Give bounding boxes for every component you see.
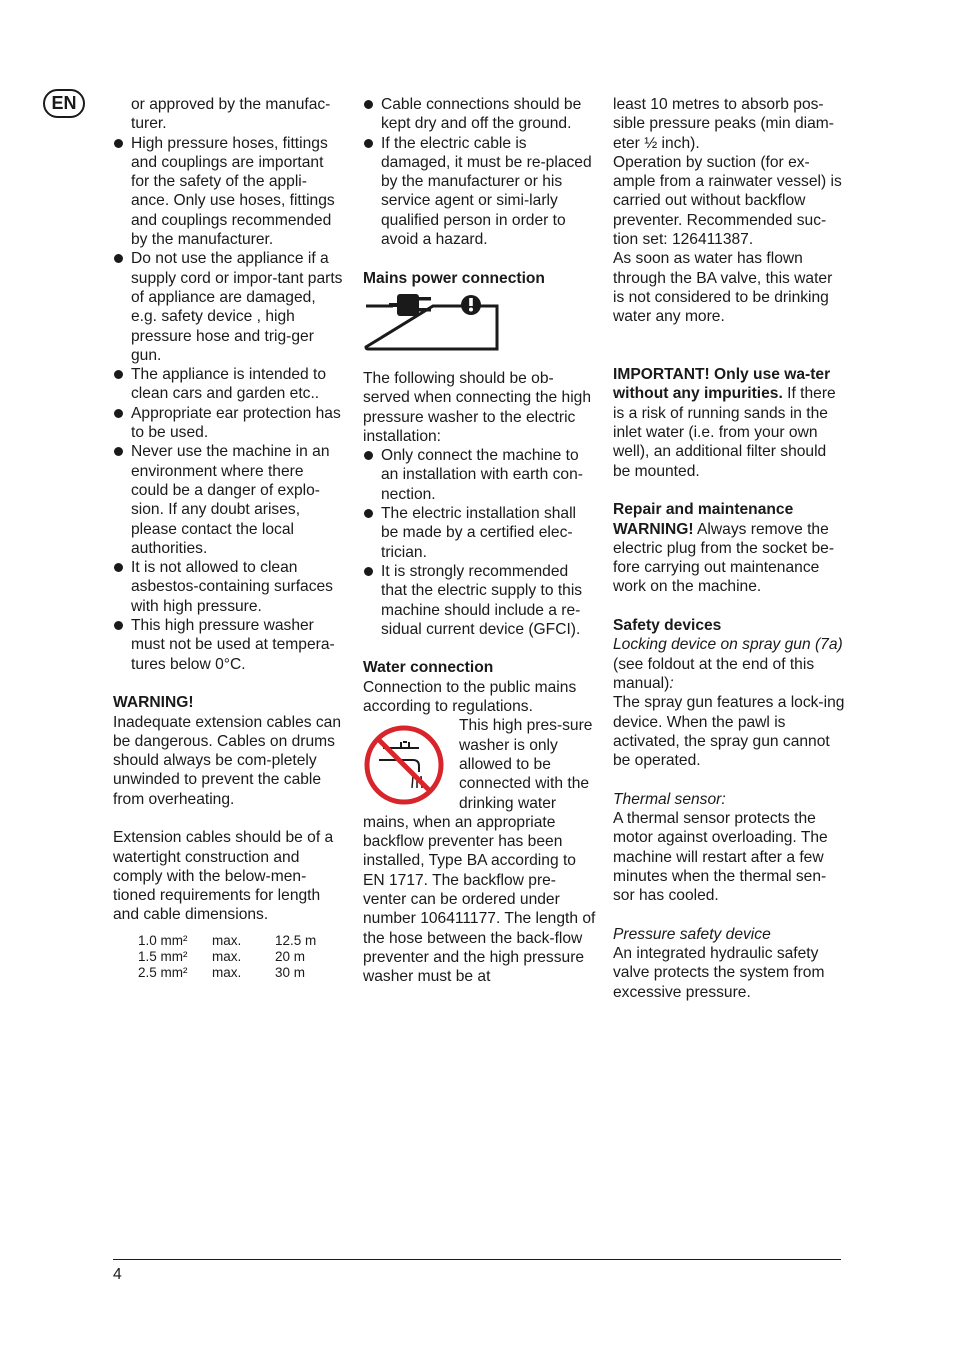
pressure-safety-label xyxy=(613,925,845,944)
safety-devices-heading: Safety devices xyxy=(613,617,722,635)
column-3 xyxy=(613,95,845,1002)
repair-heading: Repair and maintenance xyxy=(613,501,794,519)
table-cell: 1.0 mm² xyxy=(138,932,188,948)
suction-paragraph: Operation by suction (for ex-ample from a rainwater vessel) is carried out without backflow preventer. Recommended suc-tion set: 126411387. xyxy=(613,153,842,249)
list-item: Never use the machine in an environment where there could be a danger of explo-sion. If any doubt arises, please contact the local authorities. xyxy=(113,442,345,558)
table-cell: 20 m xyxy=(275,948,306,964)
mains-heading: Mains power connection xyxy=(363,269,545,287)
locking-device-title xyxy=(613,635,845,693)
continued-text: or approved by the manufac-turer. xyxy=(131,96,331,133)
column-2 xyxy=(363,95,597,986)
locking-device-text: The spray gun features a lock-ing device. When the pawl is activated, the spray gun cannot be operated. xyxy=(613,694,845,770)
list-item: The electric installation shall be made by a certified elec-trician. xyxy=(363,504,597,562)
thermal-sensor-title: Thermal sensor: xyxy=(613,790,726,808)
important-paragraph xyxy=(613,365,845,481)
table-cell: 1.5 mm² xyxy=(138,948,188,964)
important-text: If there is a risk of running sands in the inlet water (i.e. from your own well), an additional filter should be mounted. xyxy=(613,385,836,480)
water-paragraph: This high pres-sure washer is only allowed to be connected with the drinking water mains, when an appropriate backflow preventer has been installed, Type BA according to EN 1717. The backflow pre-venter can be ordered under number 106411177. The length of the hose between the back-flow preventer and the high pressure washer must be at xyxy=(363,717,596,986)
extension-paragraph: Extension cables should be of a watertight construction and comply with the below-men-tioned requirements for length and cable dimensions. xyxy=(113,829,334,924)
continued-text: least 10 metres to absorb pos-sible pressure peaks (min diam-eter ½ inch). xyxy=(613,96,834,152)
table-row xyxy=(138,949,316,965)
mains-intro: The following should be ob-served when connecting the high pressure washer to the electric installation: xyxy=(363,369,591,445)
list-item: Cable connections should be kept dry and off the ground. xyxy=(363,95,597,134)
locking-device-colon: : xyxy=(669,674,674,692)
water-heading: Water connection xyxy=(363,659,494,677)
thermal-sensor-text: A thermal sensor protects the motor against overloading. The machine will restart after a few minutes when the thermal sen-sor has cooled. xyxy=(613,809,828,905)
water-connection-block xyxy=(363,716,597,986)
list-item: The appliance is intended to clean cars and garden etc.. xyxy=(113,365,345,404)
list-item: High pressure hoses, fittings and couplings are important for the safety of the appli-ance. Only use hoses, fittings and couplings recommended by the manufacturer. xyxy=(113,134,345,250)
mains-bullet-list xyxy=(363,446,597,639)
footer-divider xyxy=(113,1259,841,1260)
cable-bullet-list xyxy=(363,95,597,249)
warning-heading: WARNING! xyxy=(113,694,194,712)
column-1 xyxy=(113,95,345,981)
table-cell: 12.5 m xyxy=(275,932,317,948)
table-cell: 30 m xyxy=(275,964,306,980)
mains-plug-warning-icon xyxy=(363,293,499,351)
safety-bullet-list xyxy=(113,134,345,674)
important-label: IMPORTANT! Only use wa-ter without any impurities. xyxy=(613,366,831,403)
no-drinking-water-tap-icon xyxy=(363,724,445,806)
list-item: It is not allowed to clean asbestos-containing surfaces with high pressure. xyxy=(113,558,345,616)
warning-paragraph: Inadequate extension cables can be dangerous. Cables on drums should always be com-pletely unwinded to prevent the cable from overheating. xyxy=(113,713,342,808)
list-item: Only connect the machine to an installation with earth con-nection. xyxy=(363,446,597,504)
thermal-sensor-label xyxy=(613,790,845,809)
list-item: This high pressure washer must not be used at tempera-tures below 0°C. xyxy=(113,616,345,674)
pressure-safety-text: An integrated hydraulic safety valve protects the system from excessive pressure. xyxy=(613,945,825,1001)
language-badge: EN xyxy=(43,89,85,118)
locking-device-ref: (see foldout at the end of this manual) xyxy=(613,655,815,692)
repair-text: Always remove the electric plug from the socket be-fore carrying out maintenance work on the machine. xyxy=(613,520,835,596)
table-cell: 2.5 mm² xyxy=(138,964,188,980)
ba-valve-paragraph: As soon as water has flown through the BA valve, this water is not considered to be drinking water any more. xyxy=(613,250,833,326)
list-item: Do not use the appliance if a supply cord or impor-tant parts of appliance are damaged, e.g. safety device , high pressure hose and trig-ger gun. xyxy=(113,249,345,365)
water-intro: Connection to the public mains according to regulations. xyxy=(363,678,577,716)
table-row xyxy=(138,965,316,981)
page-number: 4 xyxy=(113,1266,122,1283)
cable-dimension-table xyxy=(138,933,316,981)
list-item: Appropriate ear protection has to be used. xyxy=(113,404,345,443)
list-item: It is strongly recommended that the electric supply to this machine should include a re-sidual current device (GFCI). xyxy=(363,562,597,639)
table-row xyxy=(138,933,316,949)
locking-device-label: Locking device on spray gun (7a) xyxy=(613,636,843,654)
table-cell: max. xyxy=(212,948,242,964)
repair-warning-label: WARNING! xyxy=(613,520,694,538)
table-cell: max. xyxy=(212,932,242,948)
pressure-safety-title: Pressure safety device xyxy=(613,925,771,943)
table-cell: max. xyxy=(212,964,242,980)
list-item: If the electric cable is damaged, it must be re-placed by the manufacturer or his service agent or simi-larly qualified person in order to avoid a hazard. xyxy=(363,134,597,250)
repair-paragraph xyxy=(613,520,845,597)
